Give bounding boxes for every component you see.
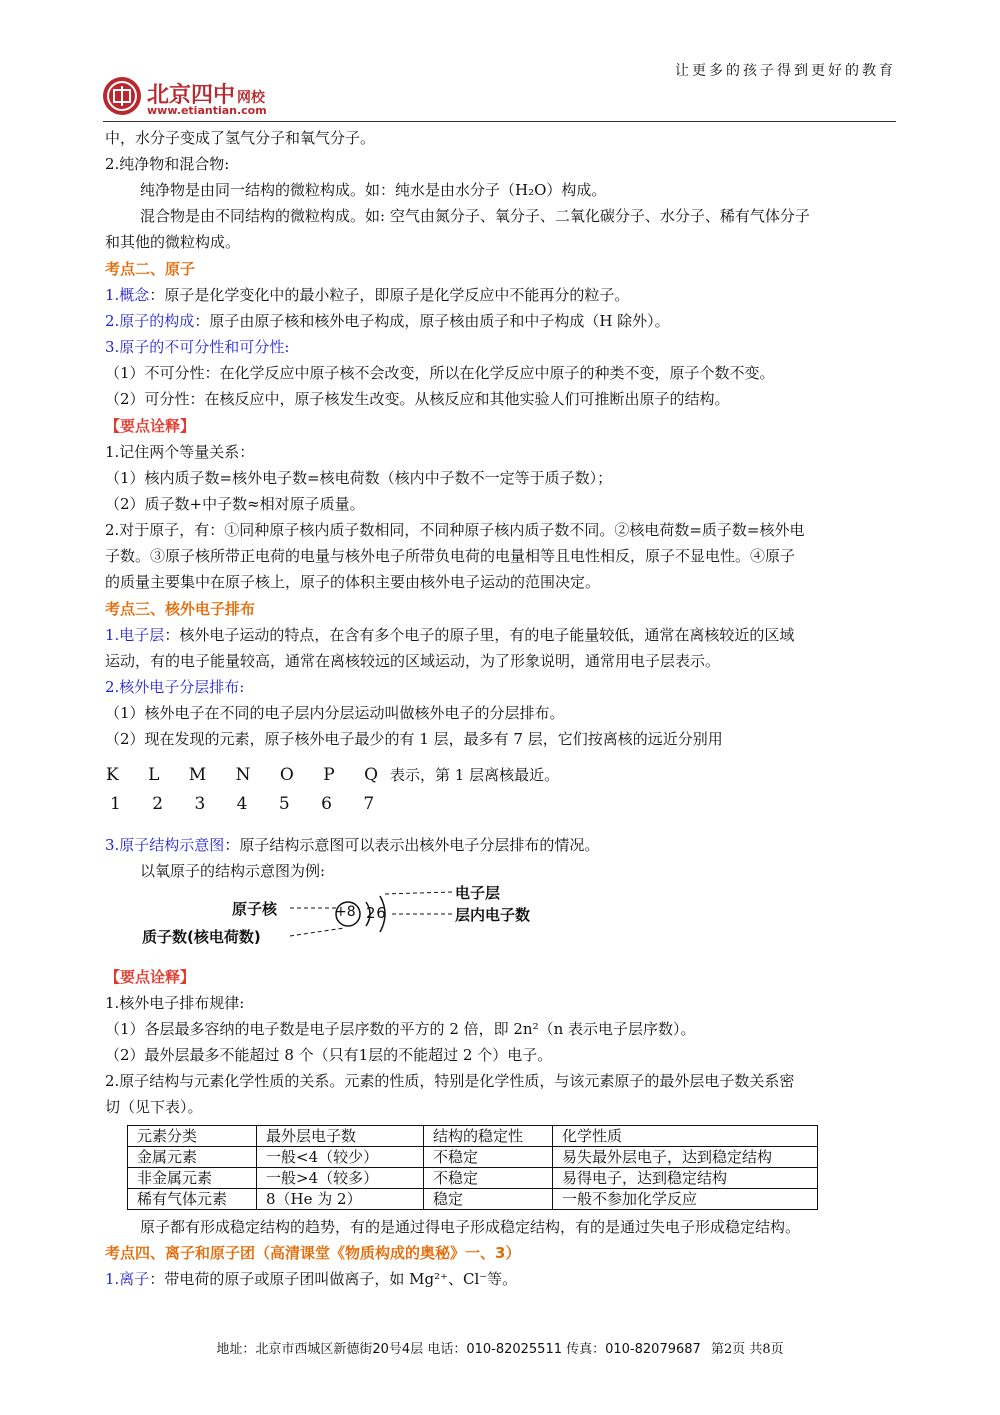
text-line: 1.离子：带电荷的原子或原子团叫做离子，如 Mg²⁺、Cl⁻等。 bbox=[105, 1270, 518, 1288]
page-number: 第2页 共8页 bbox=[710, 1342, 784, 1357]
logo-name: 北京四中 网校 bbox=[147, 82, 266, 108]
table-header: 化学性质 bbox=[553, 1126, 818, 1147]
section-heading-3: 考点三、核外电子排布 bbox=[105, 600, 256, 618]
text-line: 混合物是由不同结构的微粒构成。如: 空气由氮分子、氧分子、二氧化碳分子、水分子、稀有气体分子 bbox=[140, 207, 810, 225]
shell-numbers: 1 2 3 4 5 6 7 bbox=[110, 794, 388, 814]
shell-letters: K L M N O P Q表示，第 1 层离核最近。 bbox=[106, 765, 560, 785]
atom-structure-diagram bbox=[140, 880, 560, 950]
table-row bbox=[128, 1168, 818, 1189]
table-row bbox=[128, 1189, 818, 1210]
section-heading-4: 考点四、离子和原子团（高清课堂《物质构成的奥秘》一、3） bbox=[105, 1244, 521, 1262]
table-cell: 不稳定 bbox=[424, 1168, 553, 1189]
label-shell: 电子层 bbox=[455, 884, 501, 902]
table-header-row bbox=[128, 1126, 818, 1147]
text-line: 原子都有形成稳定结构的趋势，有的是通过得电子形成稳定结构，有的是通过失电子形成稳定结构。 bbox=[140, 1218, 801, 1236]
keypoint-heading: 【要点诠释】 bbox=[105, 968, 196, 986]
table-row bbox=[128, 1147, 818, 1168]
text-line: 纯净物是由同一结构的微粒构成。如：纯水是由水分子（H₂O）构成。 bbox=[140, 181, 607, 199]
text-line: 2.原子的构成：原子由原子核和核外电子构成，原子核由质子和中子构成（H 除外）。 bbox=[105, 312, 670, 330]
text-line: 子数。③原子核所带正电荷的电量与核外电子所带负电荷的电量相等且电性相反，原子不显电性。④原子 bbox=[105, 547, 796, 565]
table-header: 元素分类 bbox=[128, 1126, 257, 1147]
electron-counts: 2 6 bbox=[366, 904, 384, 922]
text-line: 1.概念：原子是化学变化中的最小粒子，即原子是化学反应中不能再分的粒子。 bbox=[105, 286, 630, 304]
text-line: 中，水分子变成了氢气分子和氧气分子。 bbox=[105, 129, 376, 147]
text-line: 3.原子结构示意图：原子结构示意图可以表示出核外电子分层排布的情况。 bbox=[105, 836, 600, 854]
table-cell: 非金属元素 bbox=[128, 1168, 257, 1189]
text-line: 1.核外电子排布规律: bbox=[105, 994, 245, 1012]
text-line: 2.对于原子，有：①同种原子核内质子数相同，不同种原子核内质子数不同。②核电荷数=质子数=核外电 bbox=[105, 521, 805, 539]
text-line: （2）质子数+中子数≈相对原子质量。 bbox=[105, 495, 365, 513]
table-cell: 稳定 bbox=[424, 1189, 553, 1210]
text-line: 1.记住两个等量关系： bbox=[105, 443, 255, 461]
text-line: （2）可分性：在核反应中，原子核发生改变。从核反应和其他实验人们可推断出原子的结构。 bbox=[105, 390, 730, 408]
text-line: 2.原子结构与元素化学性质的关系。元素的性质，特别是化学性质，与该元素原子的最外层电子数关系密 bbox=[105, 1072, 795, 1090]
table-header: 结构的稳定性 bbox=[424, 1126, 553, 1147]
section-heading-2: 考点二、原子 bbox=[105, 260, 196, 278]
header-slogan: 让更多的孩子得到更好的教育 bbox=[675, 63, 896, 79]
table-cell: 8（He 为 2） bbox=[257, 1189, 424, 1210]
logo-icon bbox=[103, 77, 141, 115]
text-line: （2）现在发现的元素，原子核外电子最少的有 1 层，最多有 7 层，它们按离核的远近分别用 bbox=[105, 730, 723, 748]
table-cell: 一般不参加化学反应 bbox=[553, 1189, 818, 1210]
page-footer bbox=[0, 1338, 1000, 1357]
table-cell: 一般>4（较多） bbox=[257, 1168, 424, 1189]
table-cell: 易得电子，达到稳定结构 bbox=[553, 1168, 818, 1189]
table-cell: 易失最外层电子，达到稳定结构 bbox=[553, 1147, 818, 1168]
table-cell: 一般<4（较少） bbox=[257, 1147, 424, 1168]
text-line: 的质量主要集中在原子核上，原子的体积主要由核外电子运动的范围决定。 bbox=[105, 573, 601, 591]
text-line: 和其他的微粒构成。 bbox=[105, 233, 241, 251]
text-line: 3.原子的不可分性和可分性: bbox=[105, 338, 290, 356]
table-header: 最外层电子数 bbox=[257, 1126, 424, 1147]
header-divider bbox=[103, 121, 896, 122]
table-cell: 稀有气体元素 bbox=[128, 1189, 257, 1210]
label-proton-number: 质子数(核电荷数) bbox=[142, 928, 261, 946]
text-line: 运动，有的电子能量较高，通常在离核较远的区域运动，为了形象说明，通常用电子层表示。 bbox=[105, 652, 721, 670]
footer-contact: 地址：北京市西城区新德街20号4层 电话：010-82025511 传真：010-82079687 bbox=[216, 1342, 701, 1357]
text-line: （1）各层最多容纳的电子数是电子层序数的平方的 2 倍，即 2n²（n 表示电子层序数）。 bbox=[105, 1020, 696, 1038]
element-properties-table bbox=[127, 1125, 818, 1210]
logo-url: www.etiantian.com bbox=[147, 104, 267, 117]
text-line: （1）核内质子数=核外电子数=核电荷数（核内中子数不一定等于质子数）； bbox=[105, 469, 613, 487]
text-line: 1.电子层：核外电子运动的特点，在含有多个电子的原子里，有的电子能量较低，通常在离核较近的区域 bbox=[105, 626, 795, 644]
keypoint-heading: 【要点诠释】 bbox=[105, 417, 196, 435]
text-line: （1）不可分性：在化学反应中原子核不会改变，所以在化学反应中原子的种类不变，原子个数不变。 bbox=[105, 364, 775, 382]
text-line: 2.纯净物和混合物: bbox=[105, 155, 230, 173]
text-line: 以氧原子的结构示意图为例: bbox=[140, 862, 326, 880]
text-line: 切（见下表）。 bbox=[105, 1098, 203, 1116]
table-cell: 不稳定 bbox=[424, 1147, 553, 1168]
label-nucleus: 原子核 bbox=[232, 900, 278, 918]
label-layer-electrons: 层内电子数 bbox=[455, 906, 531, 924]
text-line: （2）最外层最多不能超过 8 个（只有1层的不能超过 2 个）电子。 bbox=[105, 1046, 553, 1064]
text-line: 2.核外电子分层排布: bbox=[105, 678, 245, 696]
text-line: （1）核外电子在不同的电子层内分层运动叫做核外电子的分层排布。 bbox=[105, 704, 565, 722]
nucleus-charge: +8 bbox=[335, 904, 356, 920]
table-cell: 金属元素 bbox=[128, 1147, 257, 1168]
